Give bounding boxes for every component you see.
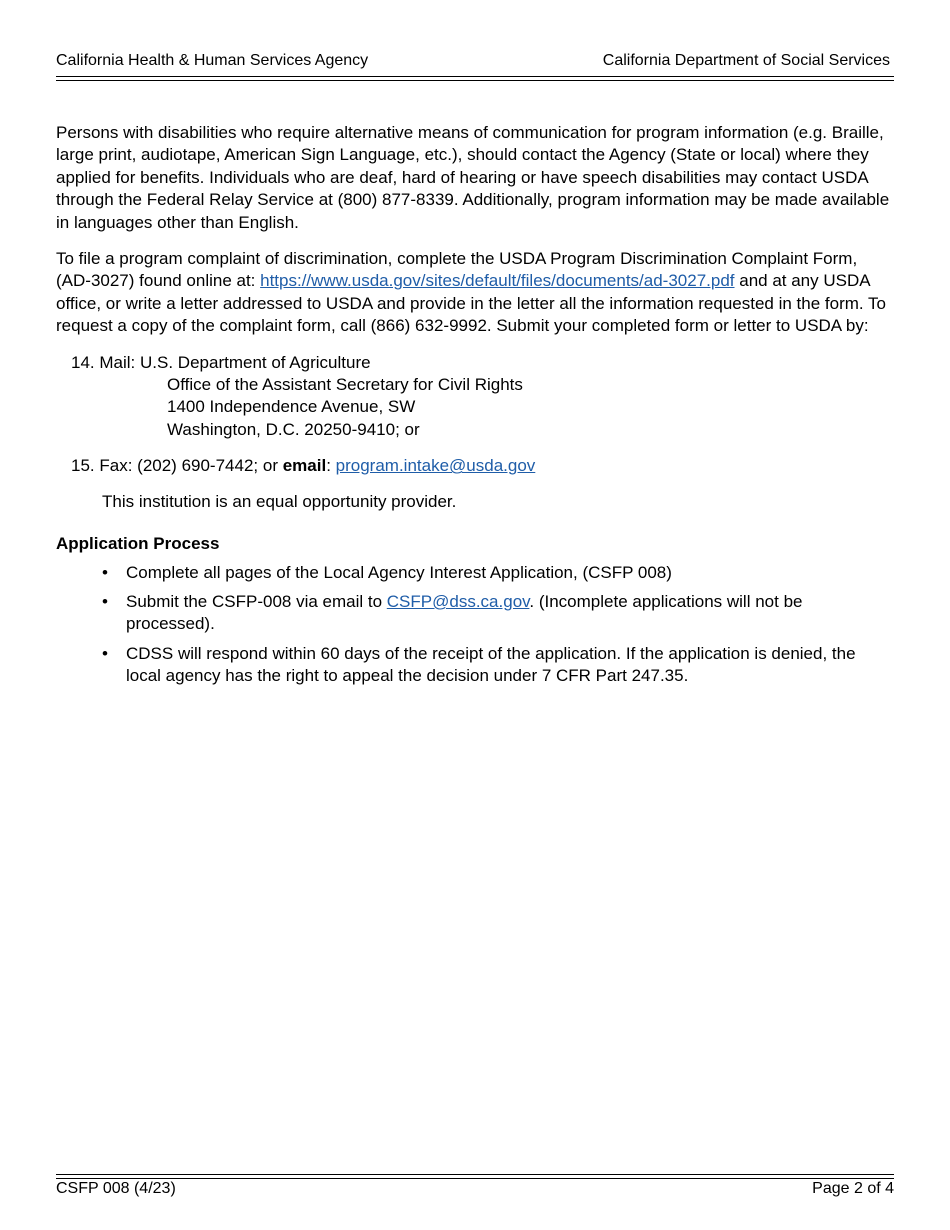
mail-line-3: 1400 Independence Avenue, SW bbox=[167, 397, 416, 417]
header-agency: California Health & Human Services Agency bbox=[56, 52, 369, 69]
list-item bbox=[56, 562, 894, 584]
bullet-icon: • bbox=[102, 562, 108, 582]
bullet-icon: • bbox=[102, 643, 108, 663]
complaint-paragraph bbox=[56, 248, 894, 338]
csfp-email-link[interactable]: CSFP@dss.ca.gov bbox=[386, 591, 530, 611]
step-2-text-after: . (Incomplete applications will not be processed). bbox=[126, 591, 803, 634]
header-divider bbox=[56, 76, 894, 81]
header-department: California Department of Social Services bbox=[602, 52, 890, 69]
email-colon: : bbox=[326, 456, 336, 476]
ad-3027-link[interactable]: https://www.usda.gov/sites/default/files/documents/ad-3027.pdf bbox=[260, 271, 735, 291]
page-header bbox=[56, 52, 894, 74]
step-1-text: Complete all pages of the Local Agency Interest Application, (CSFP 008) bbox=[126, 562, 672, 582]
step-3-text: CDSS will respond within 60 days of the receipt of the application. If the application is denied, the local agency has the right to appeal the decision under 7 CFR Part 247.35. bbox=[126, 643, 856, 686]
complaint-text-before: To file a program complaint of discrimination, complete the USDA Program Discrimination Complaint Form, (AD-3027) found online at: bbox=[56, 249, 858, 291]
fax-label: Fax: bbox=[99, 456, 133, 476]
disability-paragraph: Persons with disabilities who require alternative means of communication for program information (e.g. Braille, large print, audiotape, American Sign Language, etc.), should contact the Agency (State or local) where they applied for benefits. Individuals who are deaf, hard of hearing or have speech disabilities may contact USDA through the Federal Relay Service at (800) 877-8339. Additionally, program information may be made available in languages other than English. bbox=[56, 123, 890, 232]
fax-number: 15. bbox=[71, 456, 95, 476]
mail-label: Mail: bbox=[99, 352, 136, 372]
step-2-text-before: Submit the CSFP-008 via email to bbox=[126, 591, 387, 611]
list-item bbox=[56, 643, 894, 688]
complaint-text-after: and at any USDA office, or write a letter addressed to USDA and provide in the letter all the information requested in the form. To request a copy of the complaint form, call (866) 632-9992. Submit your completed form or letter to USDA by: bbox=[56, 271, 886, 336]
page-footer bbox=[56, 1178, 894, 1200]
usda-email-link[interactable]: program.intake@usda.gov bbox=[335, 456, 536, 476]
page-number: Page 2 of 4 bbox=[812, 1180, 894, 1197]
bullet-icon: • bbox=[102, 591, 108, 611]
document-body bbox=[56, 122, 894, 695]
fax-item bbox=[71, 455, 894, 477]
mail-item bbox=[71, 352, 894, 442]
fax-value: (202) 690-7442; or bbox=[132, 456, 283, 476]
mail-line-1: U.S. Department of Agriculture bbox=[140, 352, 371, 372]
mail-line-4: Washington, D.C. 20250-9410; or bbox=[167, 419, 420, 439]
list-item bbox=[56, 591, 894, 636]
mail-number: 14. bbox=[71, 352, 95, 372]
email-label: email bbox=[282, 456, 327, 476]
equal-opportunity-statement: This institution is an equal opportunity provider. bbox=[102, 491, 457, 511]
form-number: CSFP 008 (4/23) bbox=[56, 1180, 176, 1197]
mail-address-lines bbox=[167, 374, 894, 441]
application-process-heading: Application Process bbox=[56, 534, 220, 554]
application-steps-list bbox=[56, 562, 894, 688]
mail-line-2: Office of the Assistant Secretary for Civil Rights bbox=[167, 375, 523, 395]
